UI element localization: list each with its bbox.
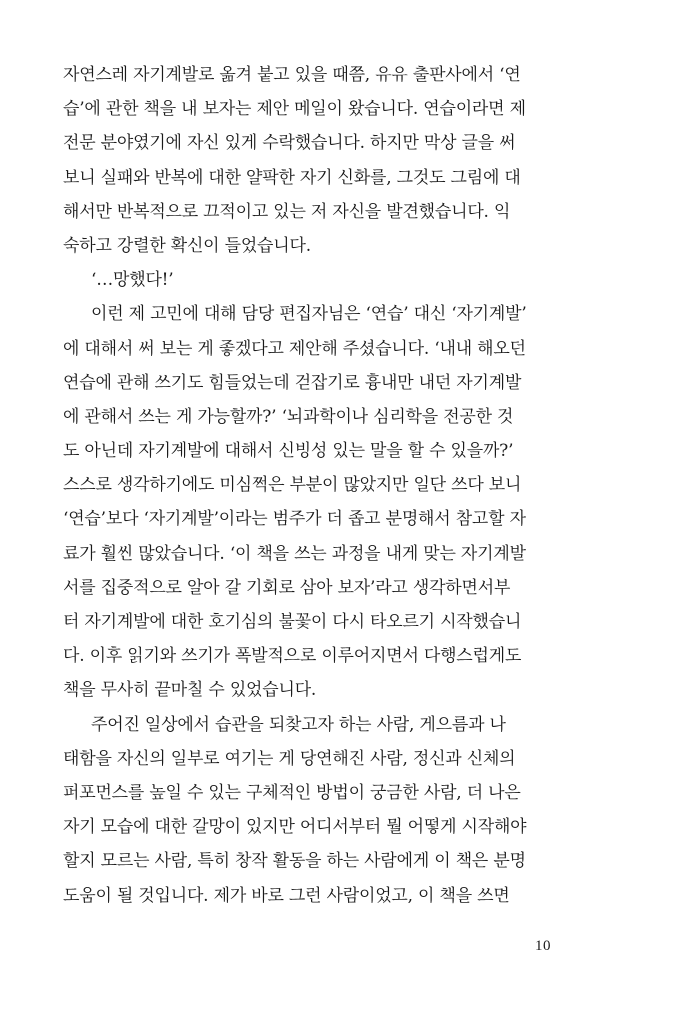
body-text [63,58,628,913]
text-line: 해서만 반복적으로 끄적이고 있는 저 자신을 발견했습니다. 익 [63,201,511,222]
text-line: 다. 이후 읽기와 쓰기가 폭발적으로 이루어지면서 다행스럽게도 [63,646,522,667]
text-line: 자연스레 자기계발로 옮겨 붙고 있을 때쯤, 유유 출판사에서 ‘연 [63,65,521,85]
text-line: 전문 분야였기에 자신 있게 수락했습니다. 하지만 막상 글을 써 [63,133,516,154]
text-line: 습’에 관한 책을 내 보자는 제안 메일이 왔습니다. 연습이라면 제 [63,99,526,120]
text-line: 도 아닌데 자기계발에 대해서 신빙성 있는 말을 할 수 있을까?’ [63,441,514,462]
text-line: 태함을 자신의 일부로 여기는 게 당연해진 사람, 정신과 신체의 [63,748,516,769]
text-line: 스스로 생각하기에도 미심쩍은 부분이 많았지만 일단 쓰다 보니 [63,475,522,496]
page-number: 10 [535,938,551,954]
text-line: 도움이 될 것입니다. 제가 바로 그런 사람이었고, 이 책을 쓰면 [63,885,510,906]
text-line: 숙하고 강렬한 확신이 들었습니다. [63,235,311,256]
text-line: 료가 훨씬 많았습니다. ‘이 책을 쓰는 과정을 내게 맞는 자기계발 [63,543,526,564]
text-line: ‘…망했다!’ [91,270,174,291]
text-line: 보니 실패와 반복에 대한 얄팍한 자기 신화를, 그것도 그림에 대 [63,167,521,188]
text-line: 주어진 일상에서 습관을 되찾고자 하는 사람, 게으름과 나 [91,714,506,735]
text-line: 터 자기계발에 대한 호기심의 불꽃이 다시 타오르기 시작했습니 [63,612,522,632]
text-line: 책을 무사히 끝마칠 수 있었습니다. [63,680,317,701]
text-line: 에 관해서 쓰는 게 가능할까?’ ‘뇌과학이나 심리학을 전공한 것 [63,406,514,427]
text-line: 에 대해서 써 보는 게 좋겠다고 제안해 주셨습니다. ‘내내 해오던 [63,338,526,359]
text-line: 연습에 관해 쓰기도 힘들었는데 걷잡기로 흉내만 내던 자기계발 [63,372,522,393]
text-line: 할지 모르는 사람, 특히 창작 활동을 하는 사람에게 이 책은 분명 [63,851,526,872]
text-line: 이런 제 고민에 대해 담당 편집자님은 ‘연습’ 대신 ‘자기계발’ [91,304,527,325]
text-line: ‘연습’보다 ‘자기계발’이라는 범주가 더 좁고 분명해서 참고할 자 [63,509,526,530]
text-line: 서를 집중적으로 알아 갈 기회로 삼아 보자’라고 생각하면서부 [63,577,511,598]
text-line: 자기 모습에 대한 갈망이 있지만 어디서부터 뭘 어떻게 시작해야 [63,817,527,838]
text-line: 퍼포먼스를 높일 수 있는 구체적인 방법이 궁금한 사람, 더 나은 [63,782,521,803]
